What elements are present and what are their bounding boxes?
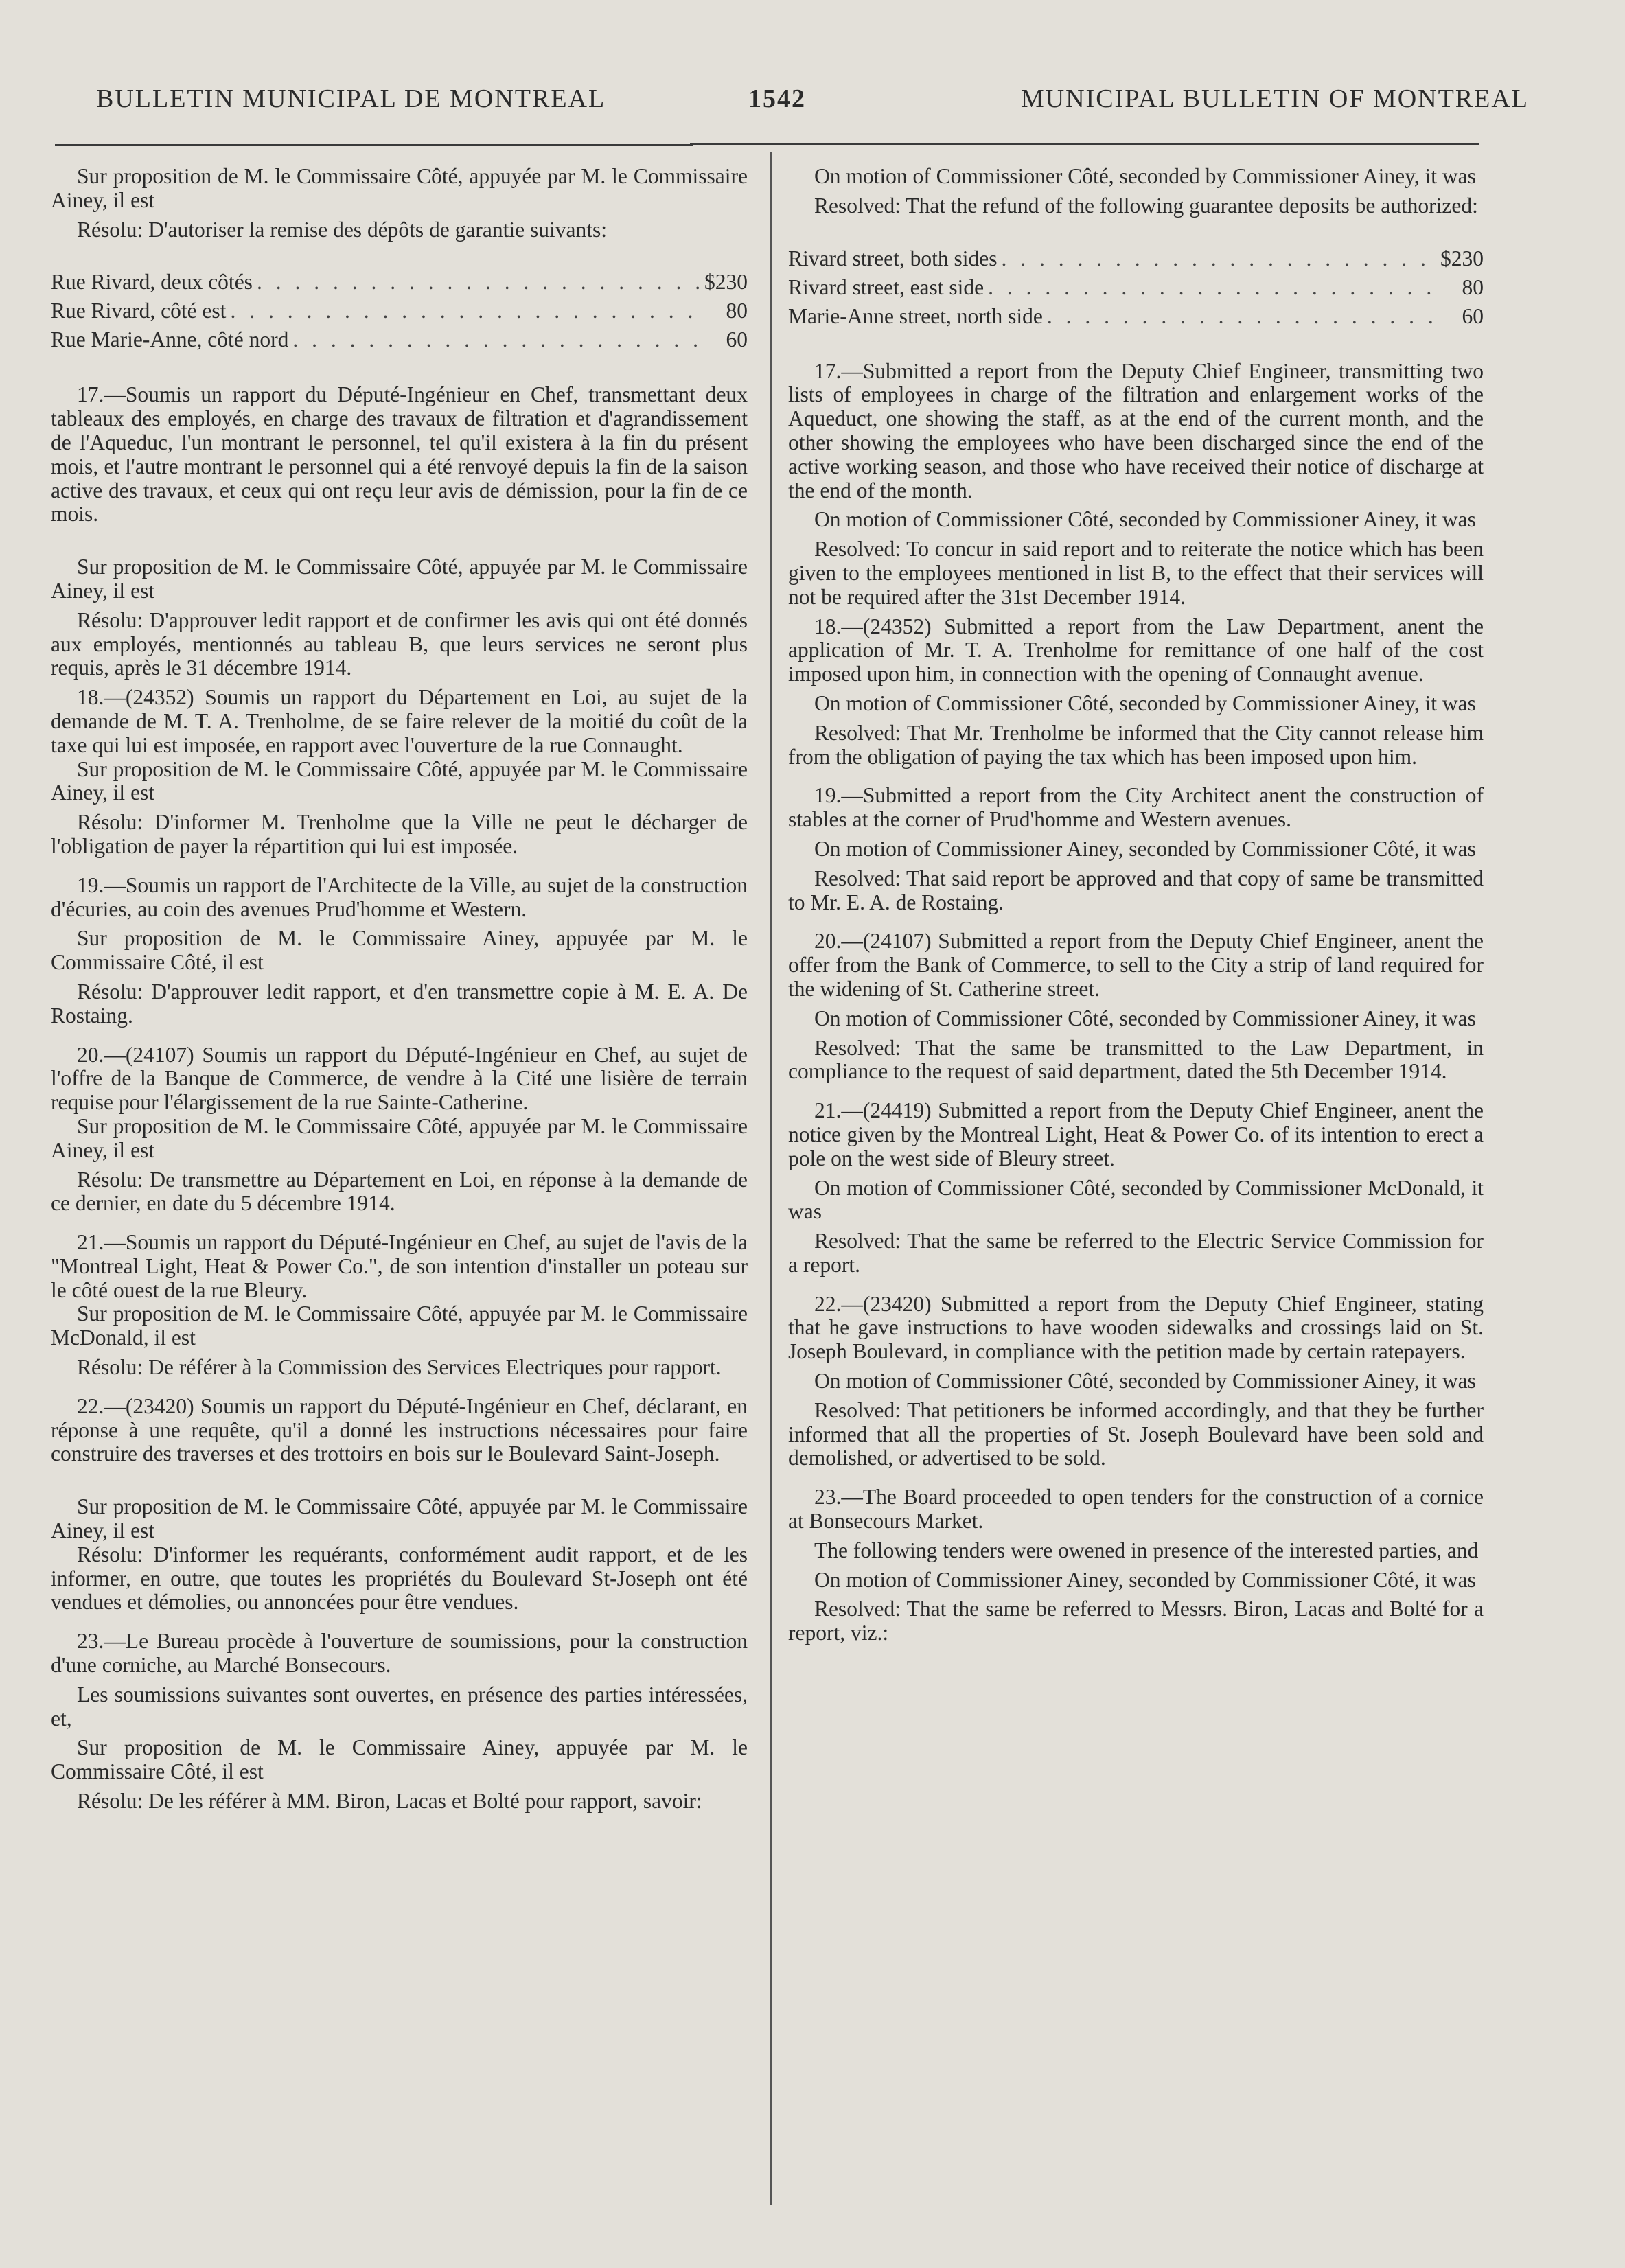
resolution-paragraph: Résolu: De les référer à MM. Biron, Lacas et Bolté pour rapport, savoir: <box>77 1789 702 1814</box>
tenders-paragraph: The following tenders were owened in presence of the interested parties, and <box>814 1538 1479 1562</box>
deposit-label: Rue Rivard, côté est <box>51 299 227 323</box>
motion-paragraph: Sur proposition de M. le Commissaire Côté, appuyée par M. le Commissaire Ainey, il est <box>51 756 748 805</box>
item-21-paragraph: 21.—(24419) Submitted a report from the Deputy Chief Engineer, anent the notice given by the Montreal Light, Heat & Power Co. of its intention to erect a pole on the west side of Bleury street. <box>788 1098 1484 1170</box>
resolution-paragraph: Resolved: That petitioners be informed accordingly, and that they be further informed that all the properties of St. Joseph Boulevard have been sold and demolished, or advertised to be sold. <box>788 1398 1484 1470</box>
resolution-paragraph: Résolu: D'autoriser la remise des dépôts de garantie suivants: <box>77 217 607 242</box>
resolution-paragraph: Résolu: D'approuver ledit rapport et de confirmer les avis qui ont été donnés aux employés, mentionnés au tableau B, que leurs services ne seront plus requis, après le 31 décembre 1914. <box>51 608 748 680</box>
deposit-label: Rue Marie-Anne, côté nord <box>51 327 289 352</box>
header-rule-left <box>55 144 693 146</box>
french-column <box>51 165 748 1814</box>
item-17-paragraph: 17.—Soumis un rapport du Député-Ingénieur en Chef, transmettant deux tableaux des employés, en charge des travaux de filtration et d'agrandissement de l'Aqueduc, l'un montrant le personnel, tel qu'il existera à la fin du présent mois, et l'autre montrant le personnel qui a été renvoyé depuis la fin de la saison active des travaux, et ceux qui ont reçu leur avis de démission, pour la fin de ce mois. <box>51 382 748 526</box>
deposit-amount: 60 <box>726 327 748 352</box>
deposit-row <box>51 270 748 299</box>
header-rule-right <box>690 143 1479 145</box>
motion-paragraph: Sur proposition de M. le Commissaire Côté, appuyée par M. le Commissaire Ainey, il est <box>51 164 748 212</box>
deposit-row <box>788 276 1484 305</box>
motion-paragraph: Sur proposition de M. le Commissaire Ainey, appuyée par M. le Commissaire Côté, il est <box>51 1735 748 1784</box>
resolution-paragraph: Résolu: D'informer M. Trenholme que la Ville ne peut le décharger de l'obligation de payer la répartition qui lui est imposée. <box>51 810 748 858</box>
resolution-paragraph: Résolu: D'approuver ledit rapport, et d'en transmettre copie à M. E. A. De Rostaing. <box>51 979 748 1028</box>
deposit-row <box>788 305 1484 334</box>
motion-paragraph: Sur proposition de M. le Commissaire Côté, appuyée par M. le Commissaire McDonald, il est <box>51 1301 748 1350</box>
motion-paragraph: On motion of Commissioner Côté, seconded by Commissioner Ainey, it was <box>814 691 1476 715</box>
deposit-label: Marie-Anne street, north side <box>788 303 1043 328</box>
header-title-english: MUNICIPAL BULLETIN OF MONTREAL <box>1020 84 1529 113</box>
deposit-label: Rue Rivard, deux côtés <box>51 270 253 294</box>
page-header <box>89 84 1536 125</box>
deposit-amount: $230 <box>704 270 748 294</box>
leader-dots <box>1001 247 1436 271</box>
motion-paragraph: On motion of Commissioner Côté, seconded by Commissioner Ainey, it was <box>814 507 1476 532</box>
page-number: 1542 <box>748 84 806 113</box>
leader-dots <box>1047 305 1438 329</box>
resolution-paragraph: Resolved: That the refund of the following guarantee deposits be authorized: <box>814 193 1478 218</box>
resolution-paragraph: Resolved: That Mr. Trenholme be informed that the City cannot release him from the obligation of paying the tax which has been imposed upon him. <box>788 720 1484 769</box>
deposit-amount: 80 <box>1462 275 1484 299</box>
deposit-list <box>788 247 1484 334</box>
deposit-label: Rivard street, both sides <box>788 246 998 270</box>
deposit-row <box>51 299 748 328</box>
item-22-paragraph: 22.—(23420) Soumis un rapport du Député-Ingénieur en Chef, déclarant, en réponse à une requête, qu'il a donné les instructions nécessaires pour faire construire des traverses et des trottoirs en bois sur le Boulevard Saint-Joseph. <box>51 1393 748 1466</box>
leader-dots <box>292 328 702 352</box>
leader-dots <box>988 276 1438 300</box>
item-23-paragraph: 23.—The Board proceeded to open tenders for the construction of a cornice at Bonsecours Market. <box>788 1485 1484 1534</box>
column-divider <box>770 152 772 2205</box>
item-22-paragraph: 22.—(23420) Submitted a report from the Deputy Chief Engineer, stating that he gave instructions to have wooden sidewalks and crossings laid on St. Joseph Boulevard, in compliance with the petition made by certain ratepayers. <box>788 1291 1484 1364</box>
motion-paragraph: On motion of Commissioner Côté, seconded by Commissioner Ainey, it was <box>814 1369 1476 1393</box>
tenders-paragraph: Les soumissions suivantes sont ouvertes, en présence des parties intéressées, et, <box>51 1682 748 1731</box>
item-20-paragraph: 20.—(24107) Submitted a report from the Deputy Chief Engineer, anent the offer from the Bank of Commerce, to sell to the City a strip of land required for the widening of St. Catherine street. <box>788 929 1484 1001</box>
item-18-paragraph: 18.—(24352) Submitted a report from the Law Department, anent the application of Mr. T. A. Trenholme for remittance of one half of the cost imposed upon him, in connection with the opening of Connaught avenue. <box>788 614 1484 686</box>
deposit-amount: 80 <box>726 299 748 323</box>
motion-paragraph: On motion of Commissioner Ainey, seconded by Commissioner Côté, it was <box>814 1567 1476 1592</box>
resolution-paragraph: Resolved: That the same be referred to Messrs. Biron, Lacas and Bolté for a report, viz.: <box>788 1597 1484 1645</box>
resolution-paragraph: Résolu: De référer à la Commission des Services Electriques pour rapport. <box>77 1355 722 1380</box>
item-21-paragraph: 21.—Soumis un rapport du Député-Ingénieur en Chef, au sujet de l'avis de la "Montreal Light, Heat & Power Co.", de son intention d'installer un poteau sur le côté ouest de la rue Bleury. <box>51 1230 748 1302</box>
item-23-paragraph: 23.—Le Bureau procède à l'ouverture de soumissions, pour la construction d'une corniche, au Marché Bonsecours. <box>51 1629 748 1678</box>
item-20-paragraph: 20.—(24107) Soumis un rapport du Député-Ingénieur en Chef, au sujet de l'offre de la Banque de Commerce, de vendre à la Cité une lisière de terrain requise pour l'élargissement de la rue Sainte-Catherine. <box>51 1042 748 1115</box>
motion-paragraph: Sur proposition de M. le Commissaire Côté, appuyée par M. le Commissaire Ainey, il est <box>51 1113 748 1162</box>
deposit-amount: $230 <box>1440 246 1484 270</box>
deposit-amount: 60 <box>1462 303 1484 328</box>
deposit-label: Rivard street, east side <box>788 275 984 299</box>
item-17-paragraph: 17.—Submitted a report from the Deputy Chief Engineer, transmitting two lists of employees in charge of the filtration and enlargement works of the Aqueduct, one showing the staff, as at the end of the current month, and the other showing the employees who have been discharged since the end of the active working season, and those who have received their notice of discharge at the end of the month. <box>788 358 1484 502</box>
resolution-paragraph: Resolved: That said report be approved and that copy of same be transmitted to Mr. E. A. de Rostaing. <box>788 866 1484 914</box>
deposit-row <box>788 247 1484 276</box>
resolution-paragraph: Resolved: That the same be referred to the Electric Service Commission for a report. <box>788 1229 1484 1277</box>
motion-paragraph: Sur proposition de M. le Commissaire Ainey, appuyée par M. le Commissaire Côté, il est <box>51 926 748 975</box>
resolution-paragraph: Résolu: D'informer les requérants, conformément audit rapport, et de les informer, en outre, que toutes les propriétés du Boulevard St-Joseph ont été vendues et démolies, ou annoncées pour être vendues. <box>51 1542 748 1615</box>
motion-paragraph: Sur proposition de M. le Commissaire Côté, appuyée par M. le Commissaire Ainey, il est <box>51 555 748 603</box>
header-title-french: BULLETIN MUNICIPAL DE MONTREAL <box>96 84 606 113</box>
resolution-paragraph: Resolved: That the same be transmitted to the Law Department, in compliance to the request of said department, dated the 5th December 1914. <box>788 1035 1484 1084</box>
item-19-paragraph: 19.—Submitted a report from the City Architect anent the construction of stables at the corner of Prud'homme and Western avenues. <box>788 783 1484 832</box>
resolution-paragraph: Résolu: De transmettre au Département en Loi, en réponse à la demande de ce dernier, en date du 5 décembre 1914. <box>51 1167 748 1216</box>
deposit-list <box>51 270 748 357</box>
leader-dots <box>257 270 700 294</box>
motion-paragraph: On motion of Commissioner Côté, seconded by Commissioner Ainey, it was <box>814 164 1476 188</box>
motion-paragraph: On motion of Commissioner Côté, seconded by Commissioner McDonald, it was <box>788 1175 1484 1224</box>
motion-paragraph: Sur proposition de M. le Commissaire Côté, appuyée par M. le Commissaire Ainey, il est <box>51 1494 748 1543</box>
motion-paragraph: On motion of Commissioner Ainey, seconded by Commissioner Côté, it was <box>814 836 1476 861</box>
item-18-paragraph: 18.—(24352) Soumis un rapport du Département en Loi, au sujet de la demande de M. T. A. Trenholme, de se faire relever de la moitié du coût de la taxe qui lui est imposée, en rapport avec l'ouverture de la rue Connaught. <box>51 685 748 757</box>
resolution-paragraph: Resolved: To concur in said report and to reiterate the notice which has been given to the employees mentioned in list B, to the effect that their services will not be required after the 31st December 1914. <box>788 537 1484 609</box>
deposit-row <box>51 328 748 357</box>
item-19-paragraph: 19.—Soumis un rapport de l'Architecte de la Ville, au sujet de la construction d'écuries, au coin des avenues Prud'homme et Western. <box>51 872 748 921</box>
motion-paragraph: On motion of Commissioner Côté, seconded by Commissioner Ainey, it was <box>814 1006 1476 1030</box>
leader-dots <box>230 299 702 323</box>
english-column <box>788 165 1484 1645</box>
